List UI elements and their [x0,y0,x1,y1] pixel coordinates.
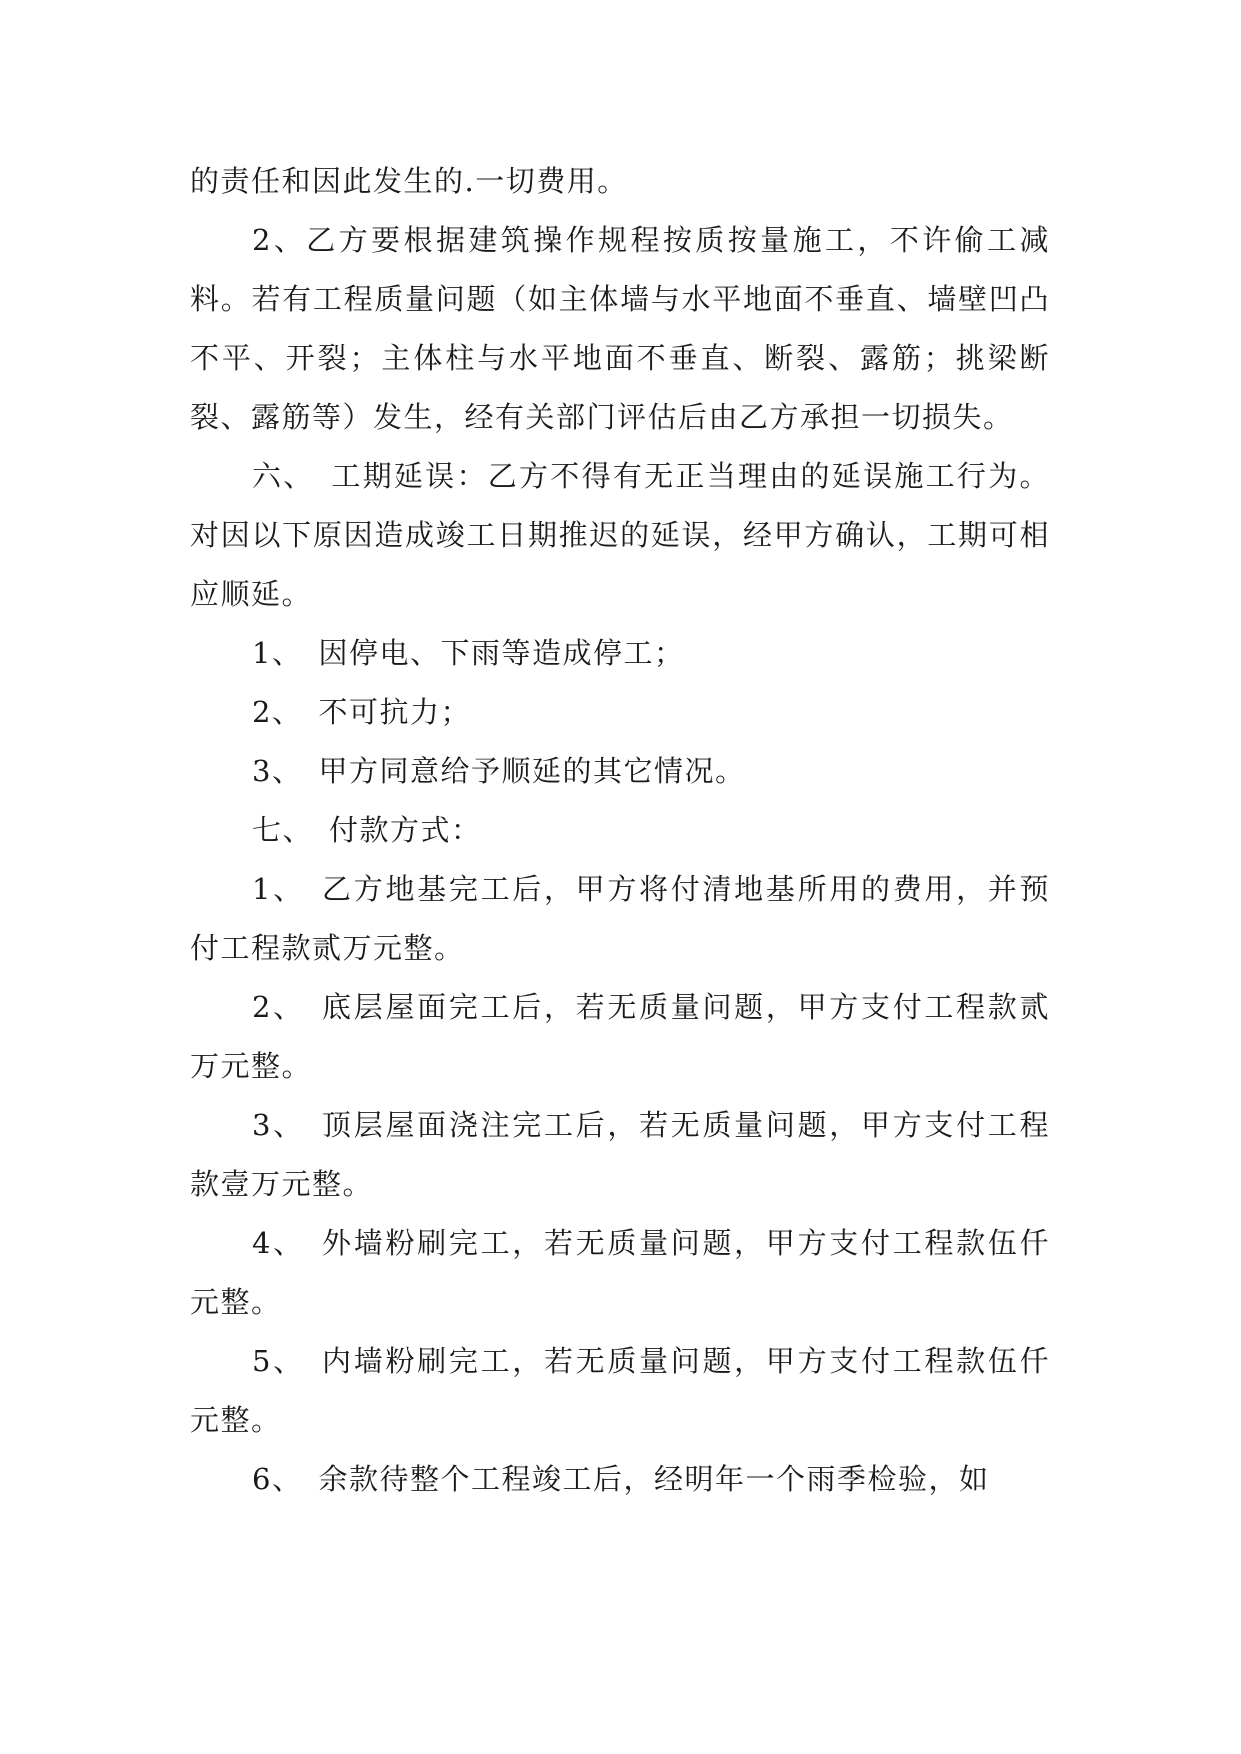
paragraph-clause-7-1: 1、 乙方地基完工后，甲方将付清地基所用的费用，并预付工程款贰万元整。 [190,872,1050,965]
paragraph-continuation: 的责任和因此发生的.一切费用。 [190,164,628,198]
paragraph-clause-6-3: 3、 甲方同意给予顺延的其它情况。 [252,754,746,788]
paragraph-clause-7-4: 4、 外墙粉刷完工，若无质量问题，甲方支付工程款伍仟元整。 [190,1226,1050,1319]
paragraph-section-7: 七、 付款方式： [252,813,482,847]
paragraph-clause-7-5: 5、 内墙粉刷完工，若无质量问题，甲方支付工程款伍仟元整。 [190,1344,1050,1437]
paragraph-clause-6-2: 2、 不可抗力； [252,695,471,729]
paragraph-clause-7-3: 3、 顶层屋面浇注完工后，若无质量问题，甲方支付工程款壹万元整。 [190,1108,1050,1201]
paragraph-clause-7-2: 2、 底层屋面完工后，若无质量问题，甲方支付工程款贰万元整。 [190,990,1050,1083]
document-body [190,152,1050,1509]
paragraph-clause-5-2: 2、乙方要根据建筑操作规程按质按量施工，不许偷工减料。若有工程质量问题（如主体墙与水平地面不垂直、墙壁凹凸不平、开裂；主体柱与水平地面不垂直、断裂、露筋；挑梁断裂、露筋等）发生，经有关部门评估后由乙方承担一切损失。 [190,223,1050,434]
paragraph-clause-7-6: 6、 余款待整个工程竣工后，经明年一个雨季检验，如 [252,1462,990,1496]
paragraph-clause-6-1: 1、 因停电、下雨等造成停工； [252,636,685,670]
paragraph-section-6: 六、 工期延误：乙方不得有无正当理由的延误施工行为。对因以下原因造成竣工日期推迟的延误，经甲方确认，工期可相应顺延。 [190,459,1050,611]
